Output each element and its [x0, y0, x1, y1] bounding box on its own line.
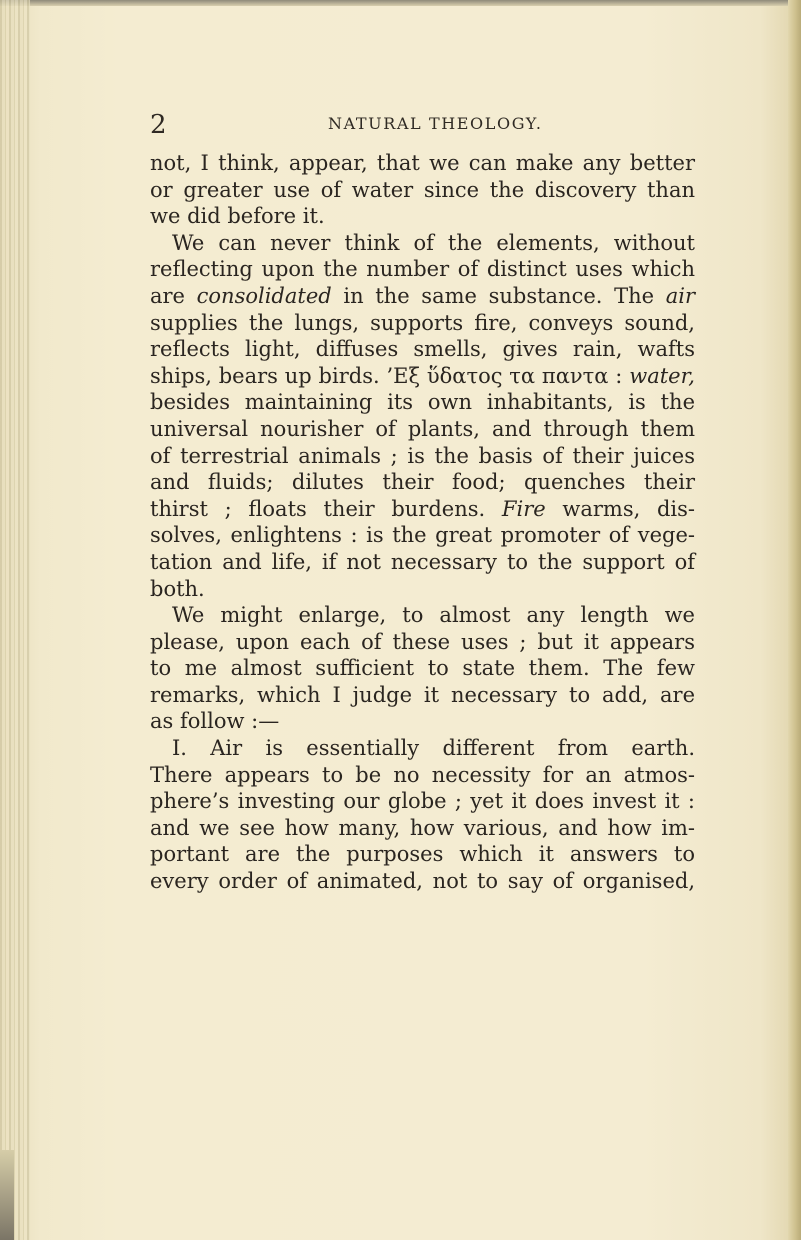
left-edge-shadow — [0, 1150, 14, 1240]
top-edge-shadow — [0, 0, 801, 6]
text-line: of terrestrial animals ; is the basis of their juices — [150, 443, 695, 468]
text-line: reflects light, diffuses smells, gives rain, wafts — [150, 337, 695, 362]
text-line: tation and life, if not necessary to the support of — [150, 549, 695, 574]
text-line: as follow :— — [150, 709, 280, 734]
text-line: remarks, which I judge it necessary to add, are — [150, 682, 695, 707]
text-line: solves, enlightens : is the great promoter of vege- — [150, 523, 695, 548]
text-line: or greater use of water since the discovery than — [150, 177, 695, 202]
text-line: we did before it. — [150, 204, 325, 229]
text-line: I. Air is essentially different from earth. — [172, 736, 695, 761]
running-head: NATURAL THEOLOGY. — [328, 114, 543, 133]
italic-word: water, — [629, 363, 695, 388]
italic-word: Fire — [501, 496, 546, 521]
text-line: and fluids; dilutes their food; quenches their — [150, 470, 695, 495]
text-line: not, I think, appear, that we can make any better — [150, 151, 695, 175]
text-line: universal nourisher of plants, and through them — [150, 416, 695, 441]
text-line: We can never think of the elements, without — [172, 230, 695, 255]
text-line: There appears to be no necessity for an atmos- — [150, 762, 695, 787]
italic-word: air — [665, 283, 695, 308]
text-line: reflecting upon the number of distinct uses which — [150, 257, 695, 282]
page-number: 2 — [150, 110, 167, 140]
text-line: every order of animated, not to say of organised, — [150, 869, 695, 894]
text-line: supplies the lungs, supports fire, conveys sound, — [150, 310, 695, 335]
text-line: portant are the purposes which it answers to — [150, 842, 695, 867]
text-line: besides maintaining its own inhabitants, is the — [150, 390, 695, 415]
text-line: thirst ; floats their burdens. Fire warms, dis- — [150, 496, 696, 521]
body-text — [150, 150, 695, 895]
text-line: and we see how many, how various, and how im- — [150, 815, 695, 840]
text-line: We might enlarge, to almost any length we — [172, 603, 695, 628]
text-line: phere’s investing our globe ; yet it does invest it : — [150, 789, 695, 814]
text-line: both. — [150, 576, 205, 601]
text-line: to me almost sufficient to state them. The few — [150, 656, 695, 681]
text-line: please, upon each of these uses ; but it appears — [150, 629, 695, 654]
right-page-edge — [788, 0, 801, 1240]
left-page-edge — [0, 0, 30, 1240]
italic-word: consolidated — [196, 283, 332, 308]
text-line: ships, bears up birds. ’Eξ ὕδατος τα παντα : water, — [150, 363, 695, 388]
text-line: are consolidated in the same substance. The air — [150, 283, 695, 308]
